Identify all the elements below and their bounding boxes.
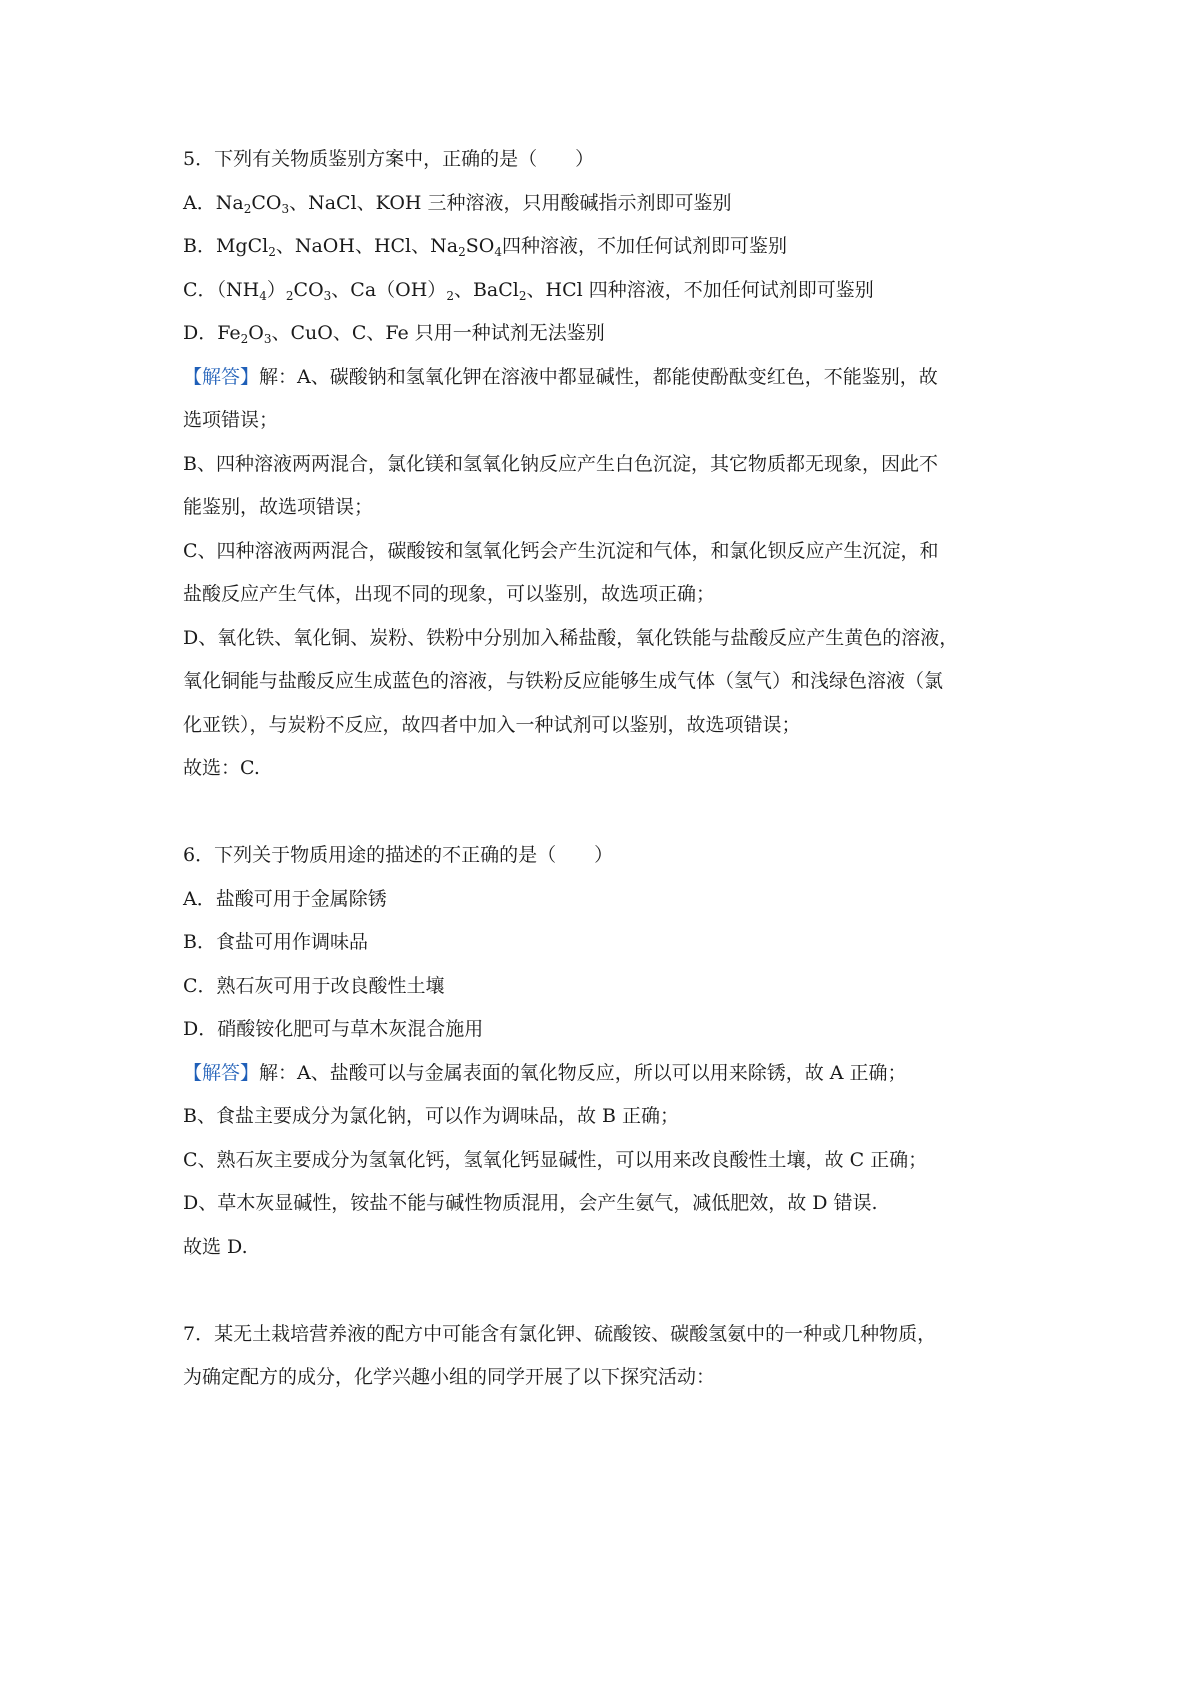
q6-option-d: D．硝酸铵化肥可与草木灰混合施用 bbox=[183, 1018, 484, 1040]
q6-answer-line: 故选 D. bbox=[183, 1236, 248, 1258]
q5-answer-line: 故选：C. bbox=[183, 757, 260, 779]
q5-stem: 5．下列有关物质鉴别方案中，正确的是（ ） bbox=[183, 148, 595, 170]
q6-option-c: C．熟石灰可用于改良酸性土壤 bbox=[183, 975, 445, 997]
q5-answer-line: 氧化铜能与盐酸反应生成蓝色的溶液，与铁粉反应能够生成气体（氢气）和浅绿色溶液（氯 bbox=[183, 670, 944, 692]
q6-answer-line: B、食盐主要成分为氯化钠，可以作为调味品，故 B 正确； bbox=[183, 1105, 680, 1127]
q5-option-d: D．$Fe_2O_3$、CuO、C、Fe 只用一种试剂无法鉴别 bbox=[183, 322, 605, 346]
q5-answer-line: 能鉴别，故选项错误； bbox=[183, 496, 374, 518]
q5-answer-line: 选项错误； bbox=[183, 409, 279, 431]
q5-answer-line: B、四种溶液两两混合，氯化镁和氢氧化钠反应产生白色沉淀，其它物质都无现象，因此不 bbox=[183, 453, 938, 475]
q6-answer-line: 【解答】解：A、盐酸可以与金属表面的氧化物反应，所以可以用来除锈，故 A 正确； bbox=[183, 1062, 907, 1084]
answer-tag: 【解答】 bbox=[183, 366, 260, 388]
q5-option-a: A．$Na_2CO_3$、NaCl、KOH 三种溶液，只用酸碱指示剂即可鉴别 bbox=[183, 192, 732, 216]
q5-answer-line: C、四种溶液两两混合，碳酸铵和氢氧化钙会产生沉淀和气体，和氯化钡反应产生沉淀，和 bbox=[183, 540, 939, 562]
q7-stem-line: 为确定配方的成分，化学兴趣小组的同学开展了以下探究活动： bbox=[183, 1366, 716, 1388]
q5-option-c: C．$(NH_4)_2CO_3$、$Ca(OH)_2$、BaCl$_2$、HCl 四种溶液，不加任何试剂即可鉴别 bbox=[183, 279, 874, 303]
q5-answer-line: 盐酸反应产生气体，出现不同的现象，可以鉴别，故选项正确； bbox=[183, 583, 716, 605]
q6-option-a: A．盐酸可用于金属除锈 bbox=[183, 888, 387, 910]
q5-answer-line: 【解答】解：A、碳酸钠和氢氧化钾在溶液中都显碱性，都能使酚酞变红色，不能鉴别，故 bbox=[183, 366, 938, 388]
q6-answer-line: D、草木灰显碱性，铵盐不能与碱性物质混用，会产生氨气，减低肥效，故 D 错误. bbox=[183, 1192, 878, 1214]
answer-tag: 【解答】 bbox=[183, 1062, 260, 1084]
q5-answer-line: 化亚铁），与炭粉不反应，故四者中加入一种试剂可以鉴别，故选项错误； bbox=[183, 714, 801, 736]
q7-stem-line: 7．某无土栽培营养液的配方中可能含有氯化钾、硫酸铵、碳酸氢氨中的一种或几种物质， bbox=[183, 1323, 937, 1345]
q6-option-b: B．食盐可用作调味品 bbox=[183, 931, 368, 953]
q5-option-b: B．MgCl$_2$、NaOH、HCl、$Na_2SO_4$四种溶液，不加任何试剂即可鉴别 bbox=[183, 235, 787, 259]
q5-answer-line: D、氧化铁、氧化铜、炭粉、铁粉中分别加入稀盐酸，氧化铁能与盐酸反应产生黄色的溶液， bbox=[183, 627, 959, 649]
q6-answer-line: C、熟石灰主要成分为氢氧化钙，氢氧化钙显碱性，可以用来改良酸性土壤，故 C 正确； bbox=[183, 1149, 928, 1171]
q6-stem: 6．下列关于物质用途的描述的不正确的是（ ） bbox=[183, 844, 614, 866]
